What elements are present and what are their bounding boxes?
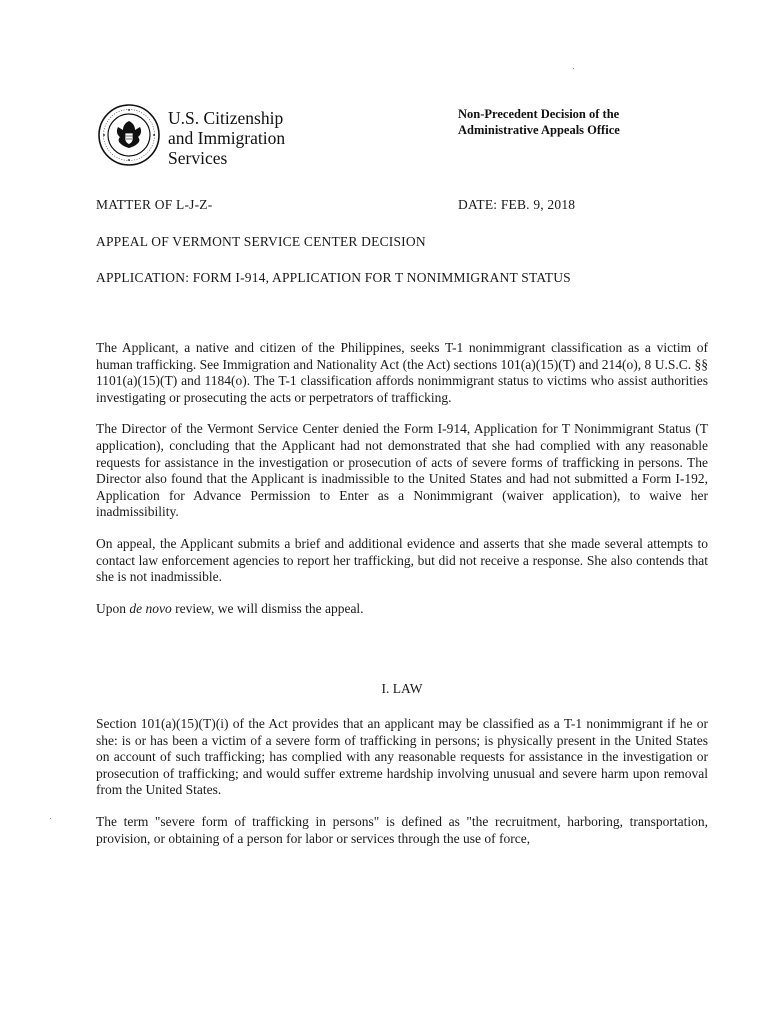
agency-line-2: and Immigration <box>168 128 286 148</box>
paragraph-4-post: review, we will dismiss the appeal. <box>171 600 364 616</box>
application-line: APPLICATION: FORM I-914, APPLICATION FOR T NONIMMIGRANT STATUS <box>96 270 571 285</box>
agency-line-1: U.S. Citizenship <box>168 108 284 128</box>
scan-speck <box>50 818 51 819</box>
agency-name <box>168 108 285 168</box>
body-text-top <box>96 340 708 632</box>
section-heading-law: I. LAW <box>381 681 423 696</box>
dhs-seal-logo <box>98 104 160 166</box>
paragraph-6: The term "severe form of trafficking in persons" is defined as "the recruitment, harboring, transportation, provision, or obtaining of a person for labor or services through the use of force, <box>96 813 708 846</box>
decision-line-2: Administrative Appeals Office <box>458 123 620 137</box>
paragraph-4-pre: Upon <box>96 600 130 616</box>
paragraph-3: On appeal, the Applicant submits a brief and additional evidence and asserts that she made several attempts to contact law enforcement agencies to report her trafficking, but did not receive a response. She also contends that she is not inadmissible. <box>96 535 708 585</box>
matter-of: MATTER OF L-J-Z- <box>96 197 213 212</box>
scan-speck <box>573 68 574 69</box>
appeal-line: APPEAL OF VERMONT SERVICE CENTER DECISION <box>96 234 426 249</box>
decision-type <box>458 106 620 138</box>
paragraph-4-italic: de novo <box>129 600 172 616</box>
paragraph-4 <box>96 601 708 618</box>
paragraph-1: The Applicant, a native and citizen of the Philippines, seeks T-1 nonimmigrant classification as a victim of human trafficking. See Immigration and Nationality Act (the Act) sections 101(a)(15)(T) and 214(o), 8 U.S.C. §§ 1101(a)(15)(T) and 1184(o). The T-1 classification affords nonimmigrant status to victims who assist authorities investigating or prosecuting the acts or perpetrators of trafficking. <box>96 340 708 405</box>
decision-date: DATE: FEB. 9, 2018 <box>458 197 576 212</box>
body-text-bottom <box>96 716 708 862</box>
paragraph-2: The Director of the Vermont Service Center denied the Form I-914, Application for T Nonimmigrant Status (T application), concluding that the Applicant had not demonstrated that she had complied with any reasonable requests for assistance in the investigation or prosecution of acts of severe forms of trafficking in persons. The Director also found that the Applicant is inadmissible to the United States and had not submitted a Form I-192, Application for Advance Permission to Enter as a Nonimmigrant (waiver application), to waive her inadmissibility. <box>96 421 708 520</box>
agency-line-3: Services <box>168 148 228 168</box>
decision-line-1: Non-Precedent Decision of the <box>458 107 620 121</box>
paragraph-5: Section 101(a)(15)(T)(i) of the Act provides that an applicant may be classified as a T-1 nonimmigrant if he or she: is or has been a victim of a severe form of trafficking in persons; is physically present in the United States on account of such trafficking; has complied with any reasonable requests for assistance in the investigation or prosecution of trafficking; and would suffer extreme hardship involving unusual and severe harm upon removal from the United States. <box>96 716 708 798</box>
